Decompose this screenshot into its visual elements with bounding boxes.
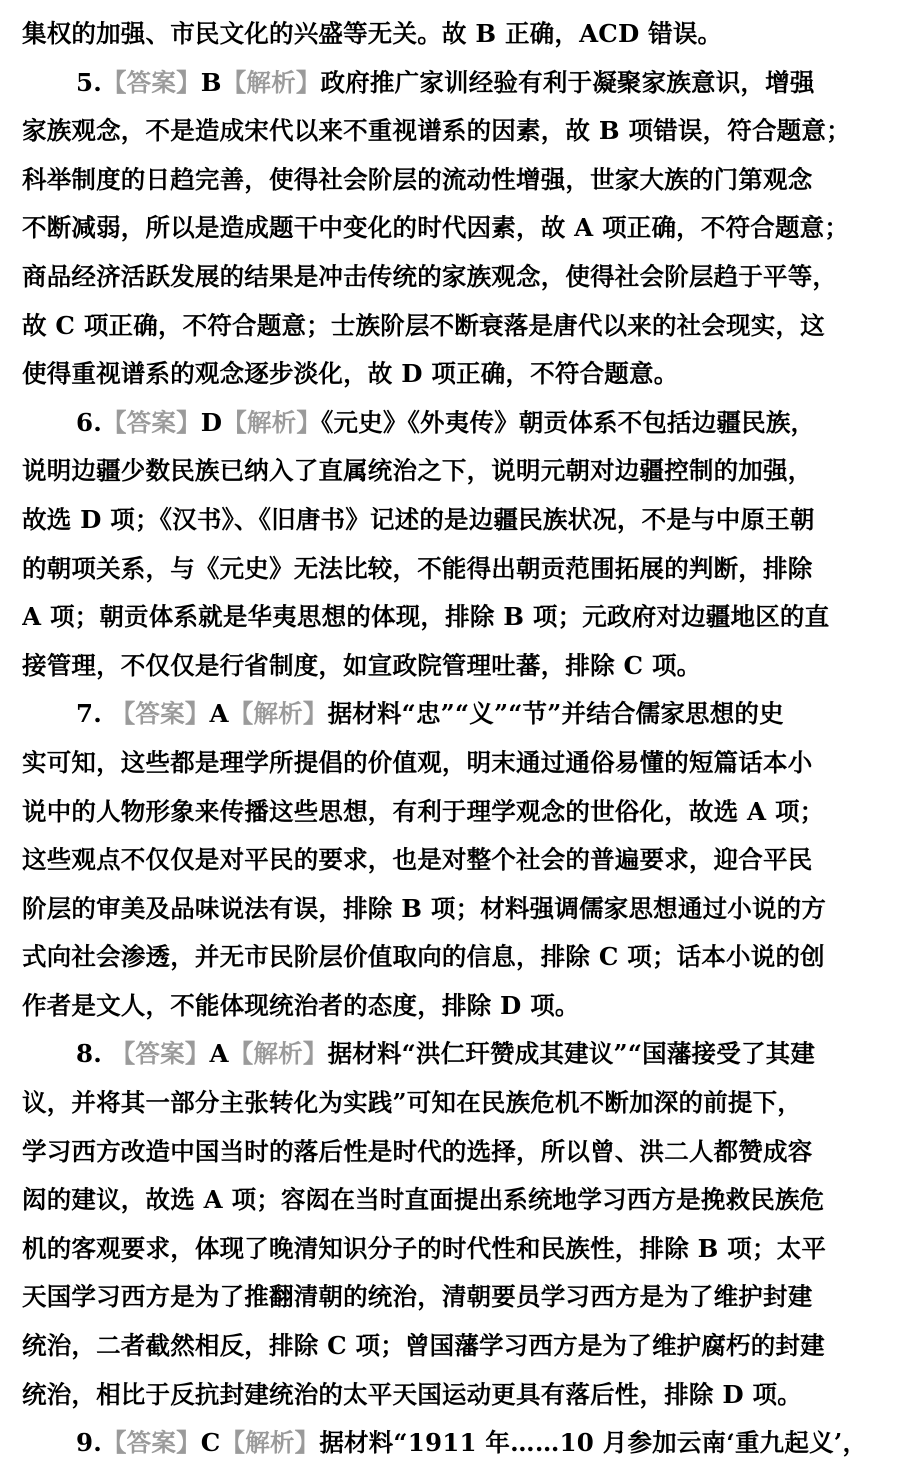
text-line: 实可知，这些都是理学所提倡的价值观，明末通过通俗易懂的短篇话本小 — [22, 747, 813, 777]
answer-tag: 【答案】 — [101, 407, 201, 437]
answer-heading-q5 — [22, 59, 878, 108]
answer-letter: C — [200, 1428, 221, 1458]
text-line: 家族观念，不是造成宋代以来不重视谱系的因素，故 B 项错误，符合题意； — [22, 116, 851, 146]
answer-tag: 【答案】 — [101, 67, 201, 97]
text-line: 接管理，不仅仅是行省制度，如宣政院管理吐蕃，排除 C 项。 — [22, 650, 702, 680]
text-line: 科举制度的日趋完善，使得社会阶层的流动性增强，世家大族的门第观念 — [22, 164, 813, 194]
text-line: 商品经济活跃发展的结果是冲击传统的家族观念，使得社会阶层趋于平等， — [22, 261, 838, 291]
analysis-tag: 【解析】 — [222, 407, 322, 437]
analysis-tag: 【解析】 — [228, 699, 328, 729]
analysis-text: 政府推广家训经验有利于凝聚家族意识，增强 — [320, 67, 815, 97]
text-line: 使得重视谱系的观念逐步淡化，故 D 项正确，不符合题意。 — [22, 359, 679, 389]
answer-letter: B — [200, 67, 222, 97]
analysis-text: 据材料“洪仁玕赞成其建议”“国藩接受了其建 — [327, 1039, 816, 1069]
text-line: 式向社会渗透，并无市民阶层价值取向的信息，排除 C 项；话本小说的创 — [22, 942, 825, 972]
text-line: 作者是文人，不能体现统治者的态度，排除 D 项。 — [22, 990, 580, 1020]
question-number: 5. — [76, 67, 102, 97]
question-number: 7. — [76, 699, 102, 729]
answer-heading-q7 — [22, 690, 878, 739]
text-line: 不断减弱，所以是造成题干中变化的时代因素，故 A 项正确，不符合题意； — [22, 213, 850, 243]
text-line: 闳的建议，故选 A 项；容闳在当时直面提出系统地学习西方是挽救民族危 — [22, 1185, 825, 1215]
text-line: 统治，相比于反抗封建统治的太平天国运动更具有落后性，排除 D 项。 — [22, 1379, 802, 1409]
text-line: 说明边疆少数民族已纳入了直属统治之下，说明元朝对边疆控制的加强， — [22, 456, 813, 486]
answer-letter: D — [200, 407, 223, 437]
analysis-text: 据材料“忠”“义”“节”并结合儒家思想的史 — [327, 699, 784, 729]
answer-tag: 【答案】 — [110, 699, 210, 729]
analysis-text: 《元史》《外夷传》朝贡体系不包括边疆民族， — [321, 407, 816, 437]
answer-tag: 【答案】 — [110, 1039, 210, 1069]
text-line: 这些观点不仅仅是对平民的要求，也是对整个社会的普遍要求，迎合平民 — [22, 845, 813, 875]
answer-letter: A — [209, 699, 229, 729]
answer-letter: A — [209, 1039, 229, 1069]
answer-tag: 【答案】 — [101, 1428, 201, 1458]
analysis-tag: 【解析】 — [221, 67, 321, 97]
text-line: 机的客观要求，体现了晚清知识分子的时代性和民族性，排除 B 项；太平 — [22, 1233, 827, 1263]
text-line: 天国学习西方是为了推翻清朝的统治，清朝要员学习西方是为了维护封建 — [22, 1282, 813, 1312]
question-number: 9. — [76, 1428, 102, 1458]
text-line: 议，并将其一部分主张转化为实践”可知在民族危机不断加深的前提下， — [22, 1088, 802, 1118]
answer-heading-q8 — [22, 1030, 878, 1079]
text-line: 统治，二者截然相反，排除 C 项；曾国藩学习西方是为了维护腐朽的封建 — [22, 1331, 825, 1361]
text-line: 阶层的审美及品味说法有误，排除 B 项；材料强调儒家思想通过小说的方 — [22, 893, 827, 923]
question-number: 6. — [76, 407, 102, 437]
analysis-text: 据材料“1911 年……10 月参加云南‘重九起义’， — [319, 1428, 868, 1458]
analysis-tag: 【解析】 — [228, 1039, 328, 1069]
answer-heading-q6 — [22, 399, 878, 448]
text-line: 集权的加强、市民文化的兴盛等无关。故 B 正确，ACD 错误。 — [22, 19, 723, 48]
text-line: 故 C 项正确，不符合题意；士族阶层不断衰落是唐代以来的社会现实，这 — [22, 310, 825, 340]
answer-heading-q9 — [22, 1419, 878, 1468]
text-line: 的朝项关系，与《元史》无法比较，不能得出朝贡范围拓展的判断，排除 — [22, 553, 813, 583]
analysis-tag: 【解析】 — [220, 1428, 320, 1458]
text-line: 说中的人物形象来传播这些思想，有利于理学观念的世俗化，故选 A 项； — [22, 796, 825, 826]
text-line: A 项；朝贡体系就是华夷思想的体现，排除 B 项；元政府对边疆地区的直 — [22, 602, 830, 632]
question-number: 8. — [76, 1039, 102, 1069]
text-line: 故选 D 项；《汉书》、《旧唐书》记述的是边疆民族状况，不是与中原王朝 — [22, 504, 815, 534]
text-line: 学习西方改造中国当时的落后性是时代的选择，所以曾、洪二人都赞成容 — [22, 1136, 813, 1166]
